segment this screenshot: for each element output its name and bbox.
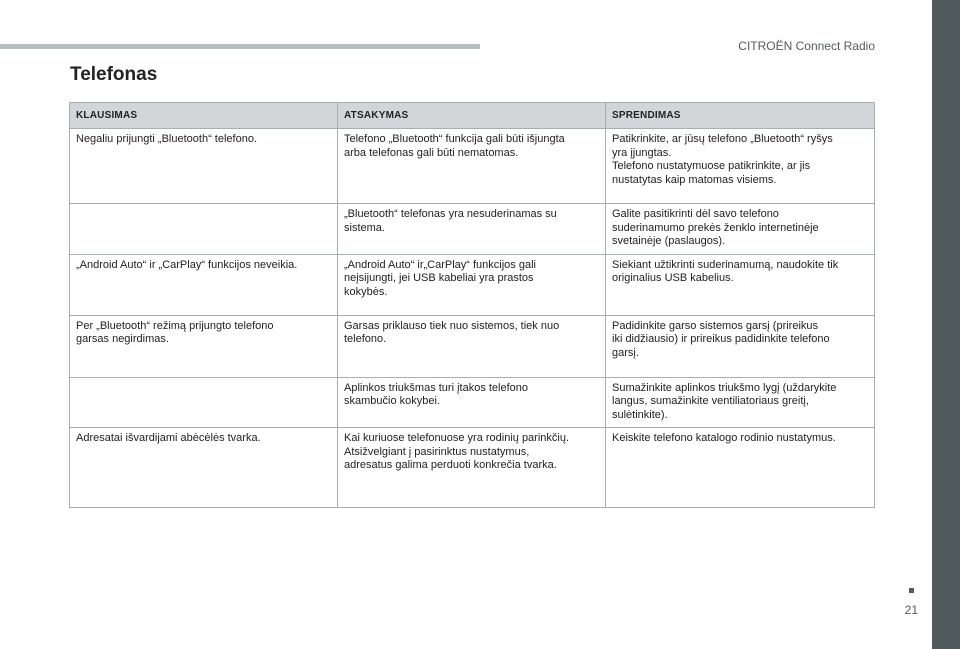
solution-cell: Galite pasitikrinti dėl savo telefono suderinamumo prekės ženklo internetinėje svetainėje (paslaugos). [606,204,875,255]
question-cell: Adresatai išvardijami abėcėlės tvarka. [70,428,338,508]
answer-cell: Aplinkos triukšmas turi įtakos telefono skambučio kokybei. [338,377,606,428]
page-marker [909,588,914,593]
table-row [70,204,875,255]
faq-table [69,102,875,508]
column-header-answer: ATSAKYMAS [338,103,606,129]
question-cell: „Android Auto“ ir „CarPlay“ funkcijos neveikia. [70,254,338,315]
answer-cell: „Bluetooth“ telefonas yra nesuderinamas su sistema. [338,204,606,255]
page-number: 21 [904,603,918,617]
question-cell [70,204,338,255]
page-title: Telefonas [70,64,158,85]
column-header-solution: SPRENDIMAS [606,103,875,129]
answer-cell: Garsas priklauso tiek nuo sistemos, tiek nuo telefono. [338,315,606,377]
answer-cell: Kai kuriuose telefonuose yra rodinių parinkčių. Atsižvelgiant į pasirinktus nustatymus, adresatus galima perduoti konkrečia tvarka. [338,428,606,508]
table-row [70,428,875,508]
answer-cell: „Android Auto“ ir„CarPlay“ funkcijos gali neįsijungti, jei USB kabeliai yra prastos kokybės. [338,254,606,315]
table-header-row [70,103,875,129]
answer-cell: Telefono „Bluetooth“ funkcija gali būti išjungta arba telefonas gali būti nematomas. [338,129,606,204]
question-cell: Negaliu prijungti „Bluetooth“ telefono. [70,129,338,204]
side-bar [932,0,960,649]
column-header-question: KLAUSIMAS [70,103,338,129]
solution-cell: Patikrinkite, ar jūsų telefono „Bluetooth“ ryšys yra įjungtas. Telefono nustatymuose patikrinkite, ar jis nustatytas kaip matomas visiems. [606,129,875,204]
table-row [70,315,875,377]
question-cell: Per „Bluetooth“ režimą prijungto telefono garsas negirdimas. [70,315,338,377]
solution-cell: Siekiant užtikrinti suderinamumą, naudokite tik originalius USB kabelius. [606,254,875,315]
solution-cell: Sumažinkite aplinkos triukšmo lygį (uždarykite langus, sumažinkite ventiliatoriaus greitį, sulėtinkite). [606,377,875,428]
table-row [70,254,875,315]
solution-cell: Padidinkite garso sistemos garsį (prireikus iki didžiausio) ir prireikus padidinkite telefono garsį. [606,315,875,377]
solution-cell: Keiskite telefono katalogo rodinio nustatymus. [606,428,875,508]
header-brand: CITROËN Connect Radio [738,39,875,53]
header-rule [0,44,480,49]
question-cell [70,377,338,428]
table-row [70,129,875,204]
table-row [70,377,875,428]
